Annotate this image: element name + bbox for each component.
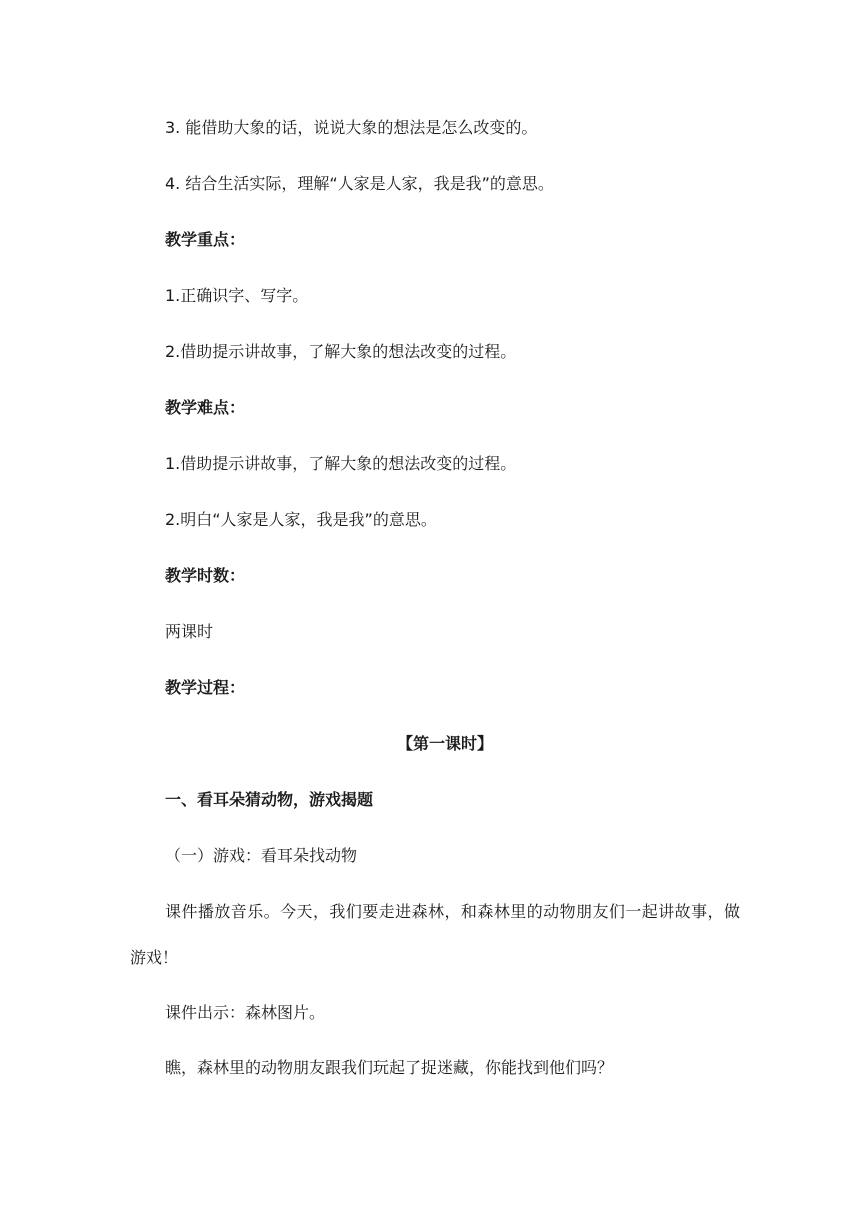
difficulties-heading: 教学难点： — [165, 398, 246, 417]
lesson-title: 【第一课时】 — [396, 734, 493, 753]
section-1-heading: 一、看耳朵猜动物，游戏揭题 — [165, 790, 374, 809]
hours-value: 两课时 — [165, 622, 214, 641]
hours-heading: 教学时数： — [165, 566, 246, 585]
objective-item-4: 4. 结合生活实际，理解“人家是人家，我是我”的意思。 — [165, 174, 554, 193]
difficulty-item-1: 1.借助提示讲故事，了解大象的想法改变的过程。 — [165, 454, 517, 473]
paragraph-2: 课件出示：森林图片。 — [165, 1003, 326, 1022]
key-point-item-1: 1.正确识字、写字。 — [165, 286, 309, 305]
paragraph-3: 瞧，森林里的动物朋友跟我们玩起了捉迷藏，你能找到他们吗？ — [165, 1058, 614, 1077]
key-points-heading: 教学重点： — [165, 230, 246, 249]
process-heading: 教学过程： — [165, 678, 246, 697]
paragraph-1: 课件播放音乐。今天，我们要走进森林，和森林里的动物朋友们一起讲故事，做游戏！ — [130, 902, 740, 967]
objective-item-3: 3. 能借助大象的话，说说大象的想法是怎么改变的。 — [165, 118, 538, 137]
key-point-item-2: 2.借助提示讲故事，了解大象的想法改变的过程。 — [165, 342, 517, 361]
subsection-1-heading: （一）游戏：看耳朵找动物 — [165, 846, 358, 865]
difficulty-item-2: 2.明白“人家是人家，我是我”的意思。 — [165, 510, 437, 529]
